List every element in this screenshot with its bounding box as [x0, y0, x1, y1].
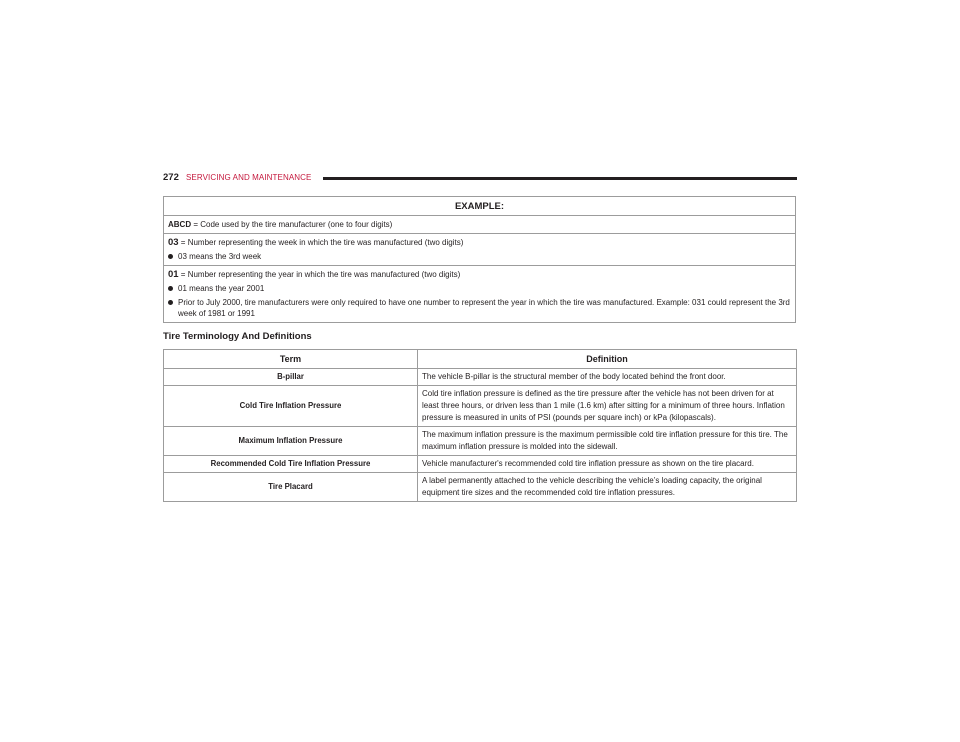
example-title: EXAMPLE: — [164, 197, 795, 216]
terminology-heading: Tire Terminology And Definitions — [163, 331, 312, 342]
example-row-abcd — [164, 216, 795, 234]
code-label: 01 — [168, 269, 179, 280]
term-cell: Tire Placard — [164, 473, 418, 502]
example-row-year — [164, 266, 795, 322]
header-rule — [323, 177, 797, 180]
example-row-week — [164, 234, 795, 266]
table-row — [164, 473, 797, 502]
term-cell: Maximum Inflation Pressure — [164, 427, 418, 456]
table-header-row — [164, 350, 797, 369]
column-header-definition: Definition — [418, 350, 797, 369]
definition-cell: The vehicle B-pillar is the structural member of the body located behind the front door. — [418, 369, 797, 386]
bullet-text: 01 means the year 2001 — [178, 284, 265, 293]
page-number: 272 — [163, 172, 179, 183]
bullet-item — [168, 297, 791, 319]
term-cell: B-pillar — [164, 369, 418, 386]
code-label: ABCD — [168, 220, 192, 229]
bullet-dot-icon — [168, 254, 173, 259]
definition-cell: A label permanently attached to the vehicle describing the vehicle’s loading capacity, the original equipment tire sizes and the recommended cold tire inflation pressures. — [418, 473, 797, 502]
bullet-item — [168, 251, 791, 262]
table-row — [164, 369, 797, 386]
definition-cell: The maximum inflation pressure is the maximum permissible cold tire inflation pressure for this tire. The maximum inflation pressure is molded into the sidewall. — [418, 427, 797, 456]
page-header — [163, 172, 797, 186]
code-label: 03 — [168, 237, 179, 248]
bullet-text: 03 means the 3rd week — [178, 252, 262, 261]
code-description: = Number representing the year in which the tire was manufactured (two digits) — [178, 270, 461, 279]
table-row — [164, 456, 797, 473]
bullet-dot-icon — [168, 300, 173, 305]
example-box — [163, 196, 796, 323]
definition-cell: Cold tire inflation pressure is defined as the tire pressure after the vehicle has not been driven for at least three hours, or driven less than 1 mile (1.6 km) after sitting for a minimum of three hours. Inflation pressure is measured in units of PSI (pounds per square inch) or kPa (kilopascals). — [418, 386, 797, 427]
definition-cell: Vehicle manufacturer's recommended cold tire inflation pressure as shown on the tire placard. — [418, 456, 797, 473]
bullet-text: Prior to July 2000, tire manufacturers were only required to have one number to represent the year in which the tire was manufactured. Example: 031 could represent the 3rd week of 1981 or 1991 — [178, 298, 790, 318]
table-row — [164, 386, 797, 427]
table-row — [164, 427, 797, 456]
bullet-item — [168, 283, 791, 294]
column-header-term: Term — [164, 350, 418, 369]
code-description: = Code used by the tire manufacturer (one to four digits) — [191, 220, 393, 229]
term-cell: Recommended Cold Tire Inflation Pressure — [164, 456, 418, 473]
bullet-dot-icon — [168, 286, 173, 291]
terminology-table — [163, 349, 797, 502]
code-description: = Number representing the week in which the tire was manufactured (two digits) — [178, 238, 464, 247]
section-title: SERVICING AND MAINTENANCE — [186, 173, 312, 182]
term-cell: Cold Tire Inflation Pressure — [164, 386, 418, 427]
